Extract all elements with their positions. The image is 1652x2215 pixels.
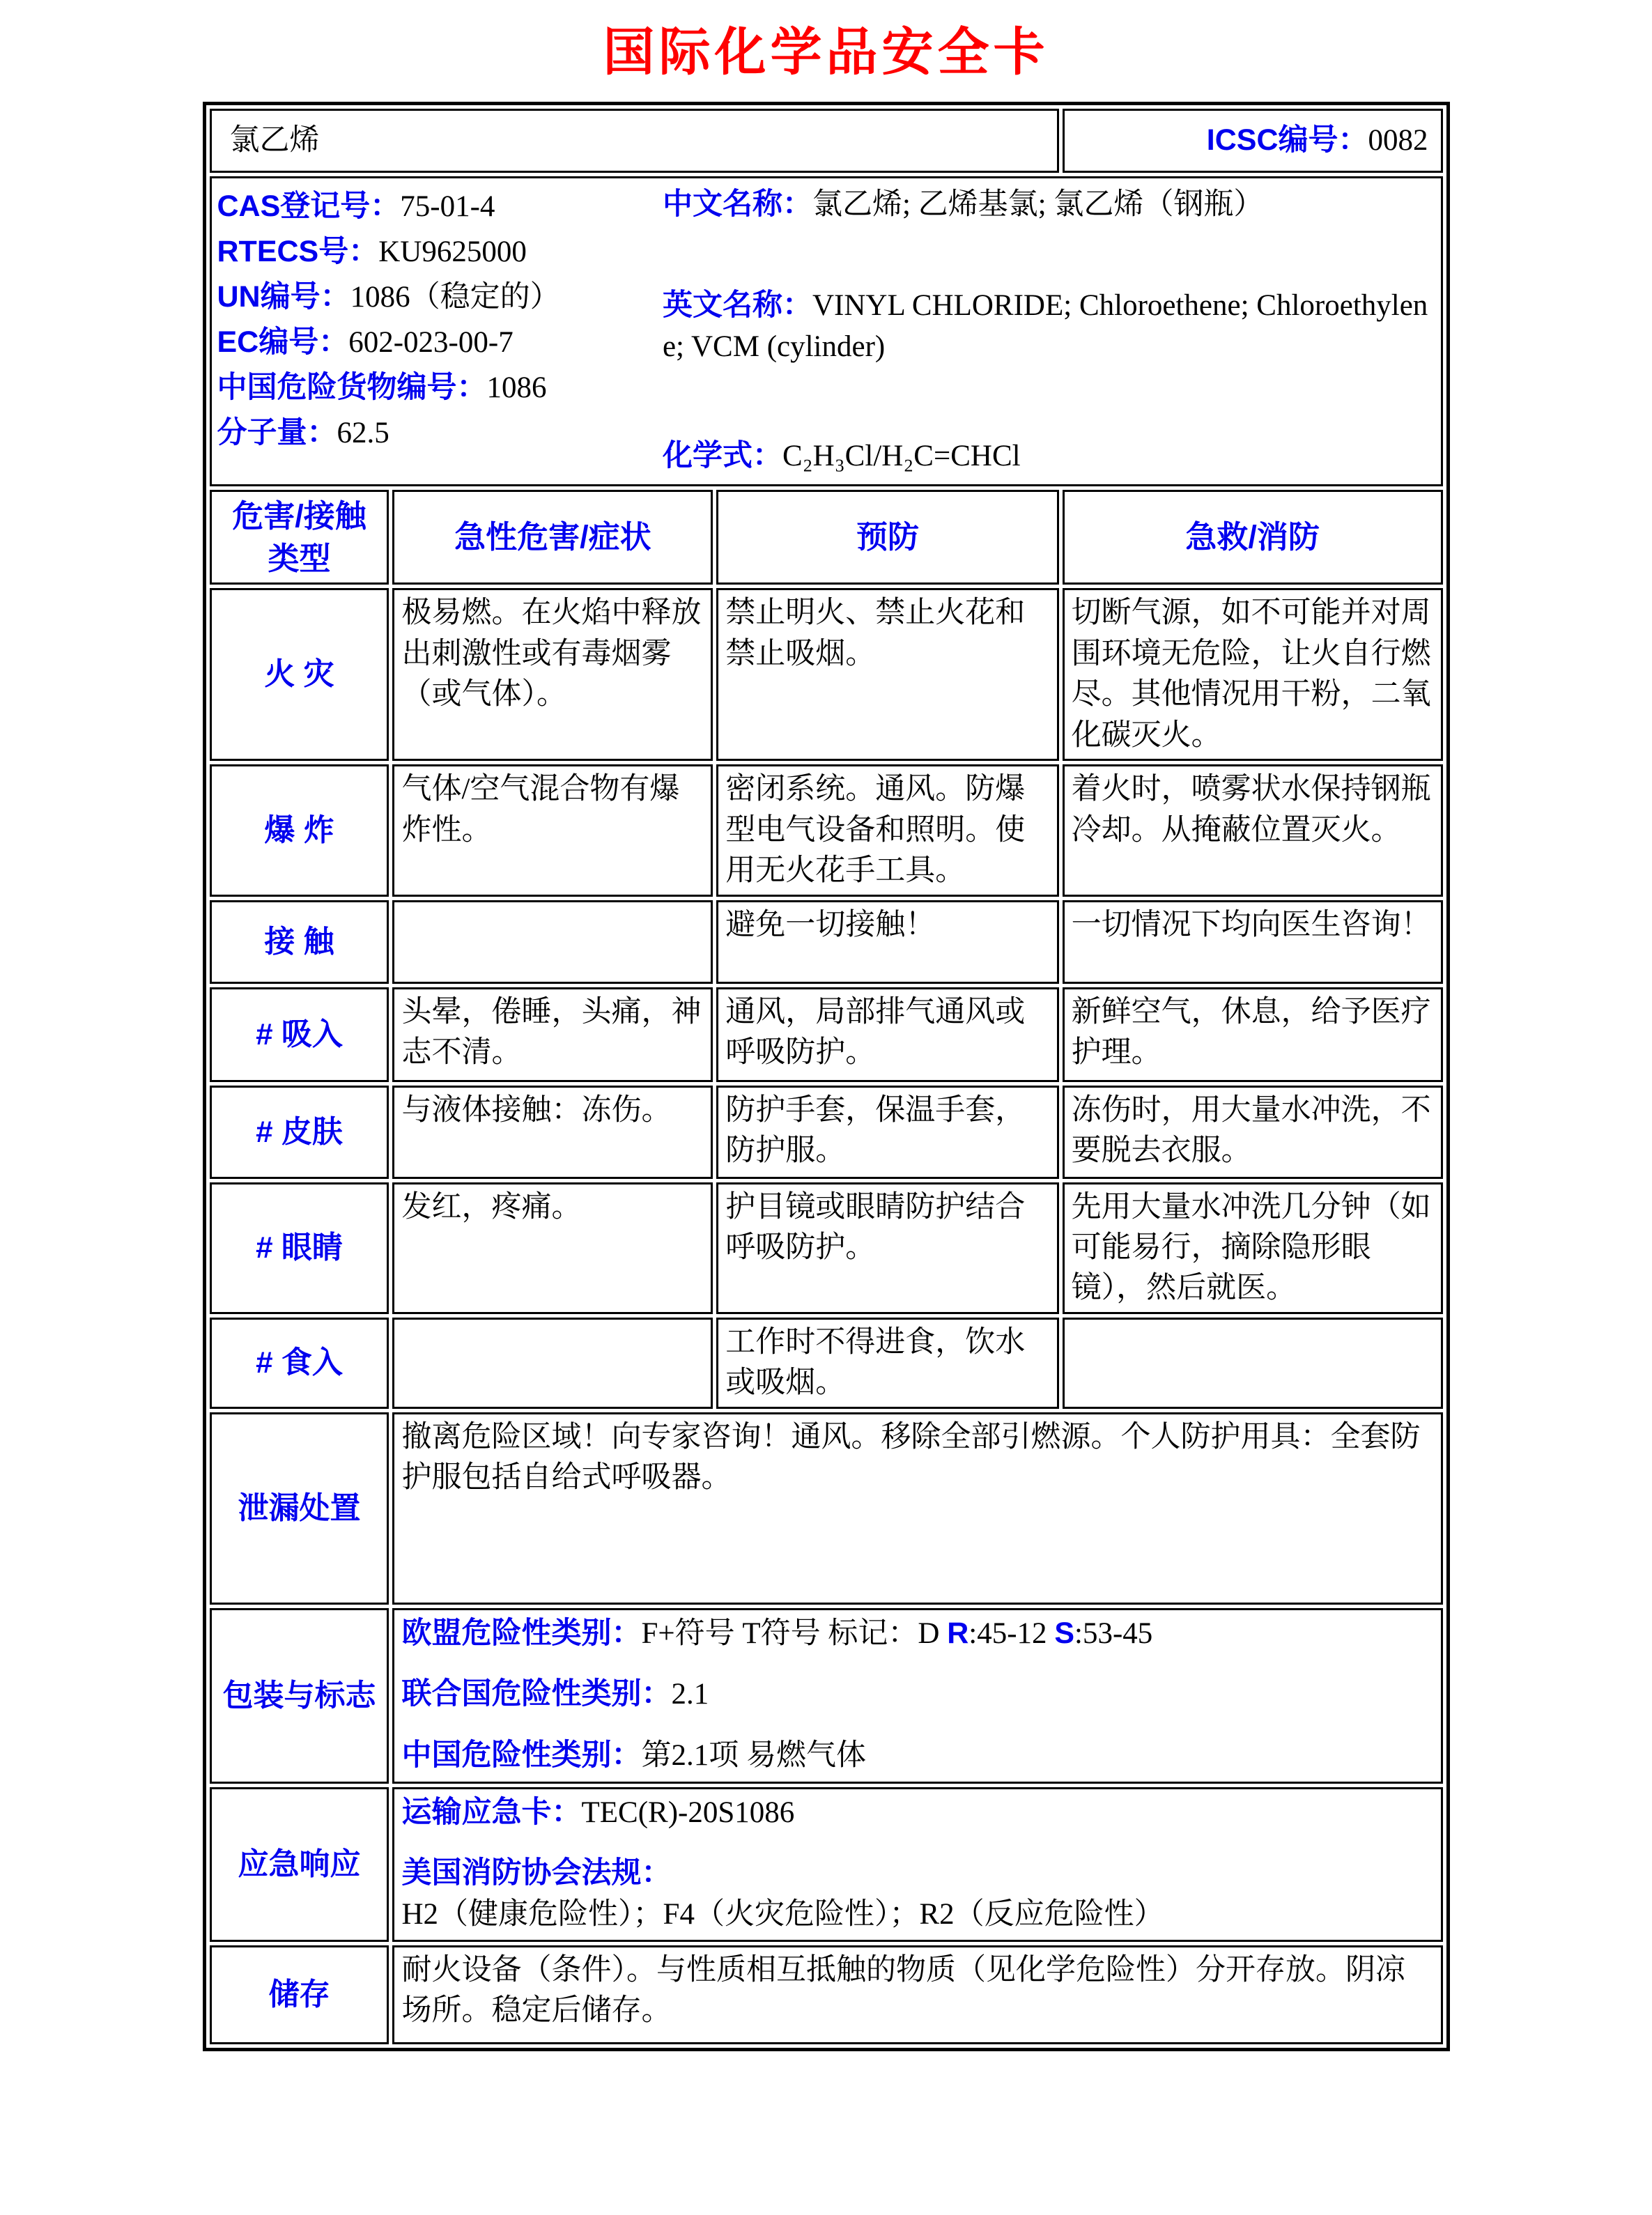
eu-r-phrase-value: :45-12 [968,1616,1055,1650]
un-hazard-class-value: 2.1 [671,1678,709,1711]
molecular-weight-label: 分子量： [217,416,337,449]
contact-response-cell: 一切情况下均向医生咨询！ [1063,900,1443,984]
chemical-name-cell [210,109,1059,173]
icsc-number-label: ICSC编号： [1206,123,1368,157]
table-row-spill [210,1412,1443,1605]
skin-response-cell: 冻伤时，用大量水冲洗，不要脱去衣服。 [1063,1086,1443,1179]
nfpa-code-value: H2（健康危险性）；F4（火灾危险性）；R2（反应危险性） [401,1897,1164,1931]
eyes-prevention-cell: 护目镜或眼睛防护结合呼吸防护。 [716,1182,1058,1314]
explosion-response-cell: 着火时，喷雾状水保持钢瓶冷却。从掩蔽位置灭火。 [1063,764,1443,896]
spill-text-cell: 撤离危险区域！向专家咨询！通风。移除全部引燃源。个人防护用具：全套防护服包括自给式呼吸器。 [392,1412,1442,1605]
cas-number-value: 75-01-4 [400,190,495,223]
rtecs-number-label: RTECS号： [217,235,379,268]
eu-hazard-class-symbols: F+符号 T符号 标记：D [641,1616,948,1650]
fire-response-cell: 切断气源，如不可能并对周围环境无危险，让火自行燃尽。其他情况用干粉，二氧化碳灭火。 [1063,588,1443,761]
ec-number-value: 602-023-00-7 [348,326,514,359]
molecular-weight-line [217,410,663,456]
chemical-formula-line [663,435,1438,477]
contact-symptom-cell [392,900,713,984]
row-label-contact: 接 触 [210,900,389,984]
row-label-packaging: 包装与标志 [210,1608,389,1784]
skin-prevention-cell: 防护手套，保温手套，防护服。 [716,1086,1058,1179]
china-dg-number-value: 1086 [486,371,547,404]
chinese-names-line [663,184,1438,225]
un-number-value: 1086（稳定的） [350,281,560,314]
cas-number-label: CAS登记号： [217,190,401,223]
header-acute-symptoms: 急性危害/症状 [392,490,713,585]
molecular-weight-value: 62.5 [337,417,389,449]
english-names-line [663,285,1438,367]
header-row [210,490,1443,585]
row-label-fire: 火 灾 [210,588,389,761]
info-identifiers [217,184,663,477]
table-row-packaging [210,1608,1443,1784]
table-row-ingestion [210,1318,1443,1409]
china-dg-number-label: 中国危险货物编号： [217,371,487,404]
header-first-aid: 急救/消防 [1063,490,1443,585]
inhalation-prevention-cell: 通风，局部排气通风或呼吸防护。 [716,987,1058,1082]
inhalation-response-cell: 新鲜空气，休息，给予医疗护理。 [1063,987,1443,1082]
info-row [210,176,1443,486]
rtecs-number-line [217,229,663,275]
table-row-inhalation [210,987,1443,1082]
band-row [210,109,1443,173]
inhalation-symptom-cell: 头晕，倦睡，头痛，神志不清。 [392,987,713,1082]
row-label-inhalation: # 吸入 [210,987,389,1082]
skin-symptom-cell: 与液体接触：冻伤。 [392,1086,713,1179]
chemical-name: 氯乙烯 [229,123,320,157]
chinese-names-value: 氯乙烯; 乙烯基氯; 氯乙烯（钢瓶） [812,188,1264,221]
row-label-storage: 储存 [210,1945,389,2044]
china-hazard-class-label: 中国危险性类别： [401,1738,642,1772]
table-row-eyes [210,1182,1443,1314]
icsc-number-value: 0082 [1368,124,1428,157]
table-row-skin [210,1086,1443,1179]
fire-prevention-cell: 禁止明火、禁止火花和禁止吸烟。 [716,588,1058,761]
english-names-label: 英文名称： [662,288,812,323]
english-names-value: VINYL CHLORIDE; Chloroethene; Chloroethylene; VCM (cylinder) [662,289,1428,363]
contact-prevention-cell: 避免一切接触！ [716,900,1058,984]
china-dg-number-line [217,365,663,410]
eu-s-phrase-label: S [1054,1616,1074,1650]
nfpa-code-line [401,1853,1433,1935]
un-hazard-class-label: 联合国危险性类别： [401,1677,672,1711]
table-row-explosion [210,764,1443,896]
china-hazard-class-value: 第2.1项 易燃气体 [641,1738,866,1772]
un-hazard-class-line [401,1674,1433,1715]
cas-number-line [217,184,663,229]
ec-number-label: EC编号： [217,325,349,359]
packaging-text-cell [392,1608,1442,1784]
row-label-emergency: 应急响应 [210,1787,389,1942]
ec-number-line [217,320,663,365]
info-wrap [217,184,1438,477]
row-label-spill: 泄漏处置 [210,1412,389,1605]
table-row-emergency [210,1787,1443,1942]
rtecs-number-value: KU9625000 [378,236,527,268]
eu-s-phrase-value: :53-45 [1074,1616,1153,1650]
table-row-storage [210,1945,1443,2044]
info-names [663,184,1438,477]
explosion-prevention-cell: 密闭系统。通风。防爆型电气设备和照明。使用无火花手工具。 [716,764,1058,896]
ingestion-prevention-cell: 工作时不得进食，饮水或吸烟。 [716,1318,1058,1409]
eu-r-phrase-label: R [947,1616,969,1650]
eu-hazard-class-line [401,1613,1433,1654]
eu-hazard-class-label: 欧盟危险性类别： [401,1616,642,1650]
explosion-symptom-cell: 气体/空气混合物有爆炸性。 [392,764,713,896]
row-label-ingestion: # 食入 [210,1318,389,1409]
page-title: 国际化学品安全卡 [603,23,1049,81]
header-hazard-type: 危害/接触类型 [210,490,389,585]
chemical-formula-label: 化学式： [662,439,782,473]
ingestion-symptom-cell [392,1318,713,1409]
ingestion-response-cell [1063,1318,1443,1409]
icsc-card-table [203,102,1450,2051]
table-row-fire [210,588,1443,761]
row-label-explosion: 爆 炸 [210,764,389,896]
eyes-symptom-cell: 发红，疼痛。 [392,1182,713,1314]
transport-emergency-card-label: 运输应急卡： [401,1795,582,1829]
nfpa-code-label: 美国消防协会法规： [401,1856,672,1890]
un-number-line [217,275,663,320]
icsc-number-cell [1063,109,1443,173]
un-number-label: UN编号： [217,280,350,314]
header-prevention: 预防 [716,490,1058,585]
chemical-formula-value: C₂H₃Cl/H₂C=CHCl [782,440,1021,473]
emergency-text-cell [392,1787,1442,1942]
storage-text-cell: 耐火设备（条件）。与性质相互抵触的物质（见化学危险性）分开存放。阴凉场所。稳定后储存。 [392,1945,1442,2044]
eyes-response-cell: 先用大量水冲洗几分钟（如可能易行，摘除隐形眼镜），然后就医。 [1063,1182,1443,1314]
chinese-names-label: 中文名称： [662,187,812,221]
transport-emergency-card-line [401,1792,1433,1833]
table-row-contact [210,900,1443,984]
row-label-eyes: # 眼睛 [210,1182,389,1314]
info-cell [210,176,1443,486]
fire-symptom-cell: 极易燃。在火焰中释放出刺激性或有毒烟雾（或气体）。 [392,588,713,761]
transport-emergency-card-value: TEC(R)-20S1086 [581,1796,795,1829]
china-hazard-class-line [401,1735,1433,1776]
row-label-skin: # 皮肤 [210,1086,389,1179]
